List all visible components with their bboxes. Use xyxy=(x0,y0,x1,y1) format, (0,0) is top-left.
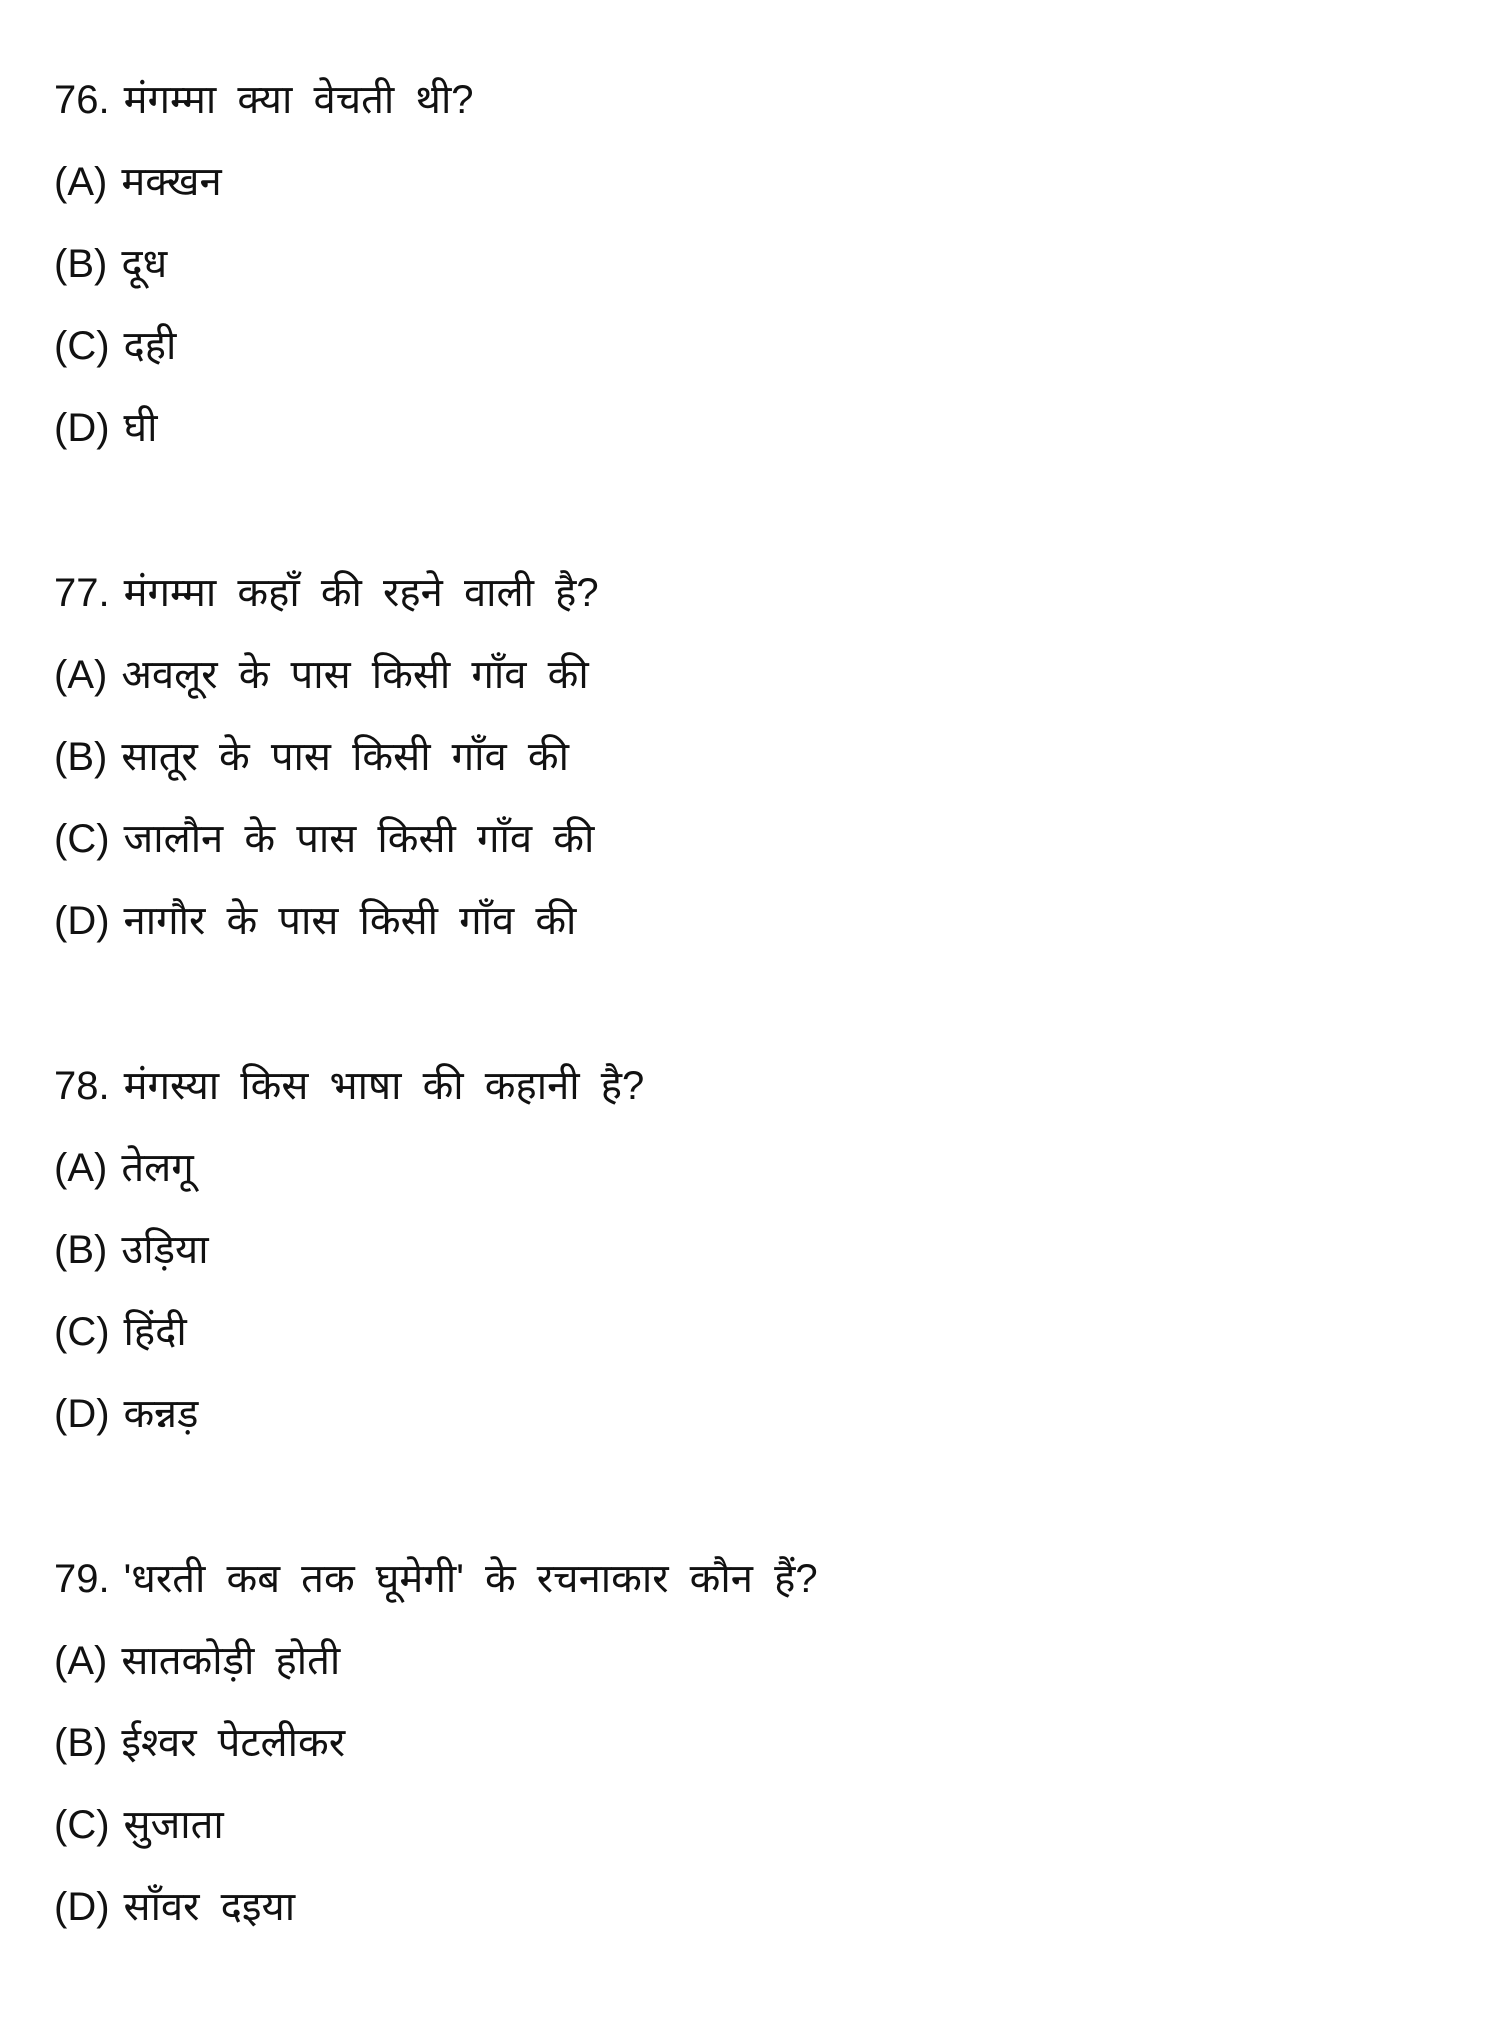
answer-option xyxy=(54,1291,644,1373)
option-text: मक्खन xyxy=(121,160,222,204)
question-text xyxy=(54,59,474,141)
option-label: (D) xyxy=(54,406,110,450)
option-label: (A) xyxy=(54,1639,108,1683)
question-block xyxy=(54,59,474,469)
answer-option xyxy=(54,880,599,962)
option-text: घी xyxy=(123,406,158,450)
answer-option xyxy=(54,634,599,716)
option-text: दूध xyxy=(121,242,168,286)
option-text: हिंदी xyxy=(123,1310,187,1354)
question-stem: मंगम्मा क्या वेचती थी? xyxy=(123,78,474,122)
question-number: 76. xyxy=(54,78,110,122)
question-text xyxy=(54,1045,644,1127)
option-label: (A) xyxy=(54,1146,108,1190)
answer-option xyxy=(54,1373,644,1455)
answer-option xyxy=(54,1866,818,1948)
option-label: (D) xyxy=(54,1885,110,1929)
option-text: सुजाता xyxy=(123,1803,224,1847)
option-text: ईश्वर पेटलीकर xyxy=(121,1721,346,1765)
question-number: 77. xyxy=(54,571,110,615)
question-text xyxy=(54,552,599,634)
option-text: साँवर दइया xyxy=(123,1885,296,1929)
answer-option xyxy=(54,387,474,469)
answer-option xyxy=(54,798,599,880)
answer-option xyxy=(54,223,474,305)
answer-option xyxy=(54,1702,818,1784)
question-block xyxy=(54,552,599,962)
question-stem: मंगम्मा कहाँ की रहने वाली है? xyxy=(123,571,599,615)
option-label: (B) xyxy=(54,1721,108,1765)
answer-option xyxy=(54,1127,644,1209)
option-label: (C) xyxy=(54,1803,110,1847)
question-number: 79. xyxy=(54,1557,110,1601)
answer-option xyxy=(54,716,599,798)
question-block xyxy=(54,1045,644,1455)
option-text: सातकोड़ी होती xyxy=(121,1639,341,1683)
option-label: (B) xyxy=(54,1228,108,1272)
option-label: (D) xyxy=(54,1392,110,1436)
option-text: उड़िया xyxy=(121,1228,209,1272)
option-label: (C) xyxy=(54,817,110,861)
option-text: कन्नड़ xyxy=(123,1392,199,1436)
answer-option xyxy=(54,1620,818,1702)
option-text: अवलूर के पास किसी गाँव की xyxy=(121,653,589,697)
question-block xyxy=(54,1538,818,1948)
option-label: (A) xyxy=(54,653,108,697)
answer-option xyxy=(54,1784,818,1866)
question-number: 78. xyxy=(54,1064,110,1108)
option-label: (D) xyxy=(54,899,110,943)
question-stem: 'धरती कब तक घूमेगी' के रचनाकार कौन हैं? xyxy=(123,1557,818,1601)
answer-option xyxy=(54,305,474,387)
option-text: नागौर के पास किसी गाँव की xyxy=(123,899,577,943)
option-label: (A) xyxy=(54,160,108,204)
option-label: (B) xyxy=(54,242,108,286)
option-text: दही xyxy=(123,324,177,368)
option-text: जालौन के पास किसी गाँव की xyxy=(123,817,595,861)
answer-option xyxy=(54,1209,644,1291)
option-label: (C) xyxy=(54,1310,110,1354)
option-text: तेलगू xyxy=(121,1146,194,1190)
question-stem: मंगस्या किस भाषा की कहानी है? xyxy=(123,1064,645,1108)
question-text xyxy=(54,1538,818,1620)
answer-option xyxy=(54,141,474,223)
option-text: सातूर के पास किसी गाँव की xyxy=(121,735,569,779)
option-label: (C) xyxy=(54,324,110,368)
option-label: (B) xyxy=(54,735,108,779)
